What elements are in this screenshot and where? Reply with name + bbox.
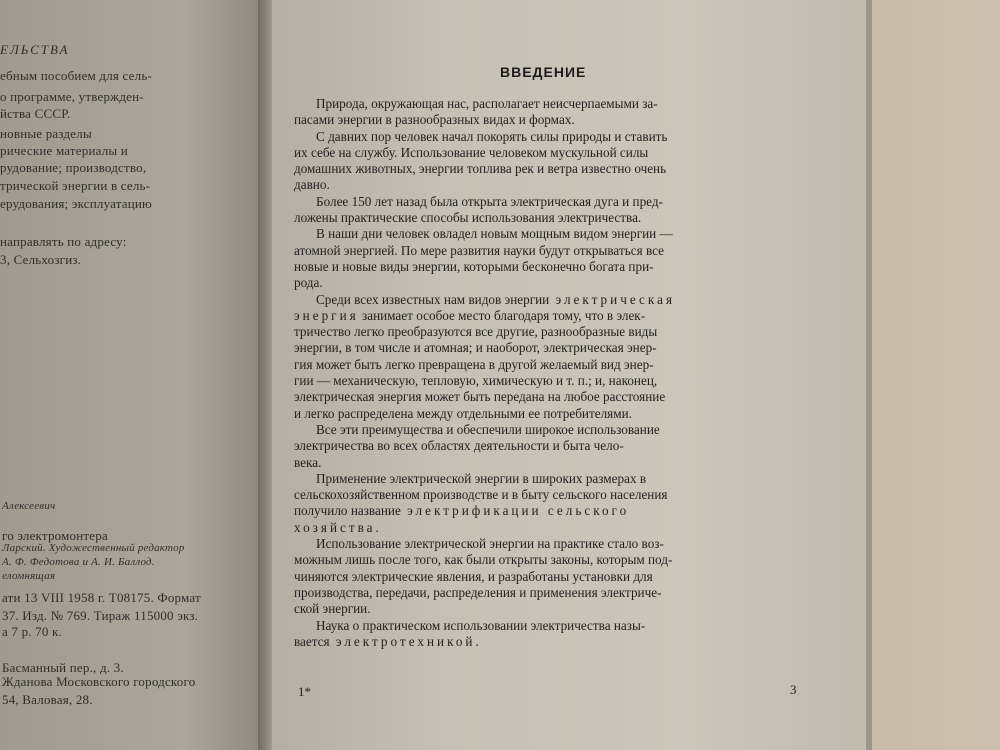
left-page-line: направлять по адресу:	[0, 234, 127, 249]
left-page-line: ати 13 VIII 1958 г. Т08175. Формат	[2, 590, 201, 605]
right-page	[272, 0, 868, 750]
text-line	[294, 177, 794, 193]
text-line	[294, 406, 794, 422]
text-line	[294, 438, 794, 454]
line-text: гия может быть легко превращена в другой желаемый вид энер-	[294, 356, 654, 372]
text-line	[294, 161, 794, 177]
emphasized-term: электрическая	[549, 291, 676, 307]
text-line	[294, 145, 794, 161]
text-line	[294, 357, 794, 373]
left-page-line: А. Ф. Федотова и А. И. Баллод.	[2, 556, 155, 568]
line-text: С давних пор человек начал покорять силы природы и ставить	[316, 128, 668, 144]
text-line	[294, 129, 794, 145]
left-page-line: еломнящая	[2, 570, 56, 582]
text-line	[294, 601, 794, 617]
line-text: ской энергии.	[294, 601, 371, 617]
line-text: новые и новые виды энергии, которыми бесконечно богата при-	[294, 258, 654, 274]
line-text: ложены практические способы использования электричества.	[294, 210, 642, 226]
left-page-line: ебным пособием для сель-	[0, 68, 152, 83]
text-line	[294, 455, 794, 471]
left-page-line: Басманный пер., д. 3.	[2, 660, 124, 675]
left-page-line: рудование; производство,	[0, 160, 147, 175]
signature-mark: 1*	[298, 684, 311, 699]
text-line	[294, 292, 794, 308]
left-page-line: а 7 р. 70 к.	[2, 624, 62, 639]
text-line	[294, 275, 794, 291]
text-line	[294, 471, 794, 487]
line-text: электричества во всех областях деятельности и быта чело-	[294, 438, 624, 454]
left-page-line: Ларский. Художественный редактор	[2, 542, 185, 554]
text-line	[294, 259, 794, 275]
text-line	[294, 194, 794, 210]
line-text: Среди всех известных нам видов энергии	[316, 291, 550, 307]
left-page-line: ЕЛЬСТВА	[0, 42, 70, 57]
emphasized-term: хозяйства	[294, 519, 376, 535]
line-text: вается	[294, 633, 330, 649]
line-text: чиняются электрические явления, и разработаны установки для	[294, 568, 653, 584]
left-page-line: новные разделы	[0, 126, 92, 141]
line-text: занимает особое место благодаря тому, что в элек-	[358, 307, 646, 323]
left-page-line: ерудования; эксплуатацию	[0, 196, 152, 211]
emphasized-term: энергия	[294, 307, 359, 323]
text-line	[294, 552, 794, 568]
left-page	[0, 0, 262, 750]
line-text: Наука о практическом использовании электричества назы-	[316, 617, 646, 633]
page-number: 3	[790, 682, 797, 697]
text-line	[294, 112, 794, 128]
line-text: века.	[294, 454, 322, 470]
text-line	[294, 585, 794, 601]
line-text: электрическая энергия может быть передана на любое расстояние	[294, 389, 666, 405]
text-line	[294, 324, 794, 340]
left-page-line: йства СССР.	[0, 106, 71, 121]
page-heading: ВВЕДЕНИЕ	[500, 64, 587, 80]
left-page-line: Алексеевич	[2, 500, 56, 512]
left-page-line: 37. Изд. № 769. Тираж 115000 экз.	[2, 608, 199, 623]
text-line	[294, 210, 794, 226]
left-page-line: о программе, утвержден-	[0, 89, 144, 104]
text-line	[294, 536, 794, 552]
page-edge	[866, 0, 872, 750]
text-line	[294, 226, 794, 242]
line-text: Более 150 лет назад была открыта электрическая дуга и пред-	[316, 193, 663, 209]
line-text: .	[375, 519, 379, 535]
line-text: энергии, в том числе и атомная; и наоборот, электрическая энер-	[294, 340, 657, 356]
text-line	[294, 340, 794, 356]
body-text	[294, 96, 794, 650]
line-text: и легко распределена между отдельными ее потребителями.	[294, 405, 632, 421]
line-text: получило название	[294, 503, 401, 519]
line-text: атомной энергией. По мере развития науки будут открываться все	[294, 242, 664, 258]
line-text: производства, передачи, распределения и применения электриче-	[294, 584, 662, 600]
line-text: рода.	[294, 275, 323, 291]
left-page-line: рические материалы и	[0, 143, 128, 158]
text-line	[294, 520, 794, 536]
line-text: Все эти преимущества и обеспечили широкое использование	[316, 421, 660, 437]
text-line	[294, 96, 794, 112]
text-line	[294, 389, 794, 405]
line-text: В наши дни человек овладел новым мощным видом энергии —	[316, 226, 673, 242]
left-page-line: трической энергии в сель-	[0, 178, 151, 193]
line-suffix: .	[475, 633, 479, 649]
line-text: давно.	[294, 177, 330, 193]
line-text: Природа, окружающая нас, располагает неисчерпаемыми за-	[316, 96, 658, 111]
emphasized-term: электротехникой	[329, 633, 476, 649]
line-text: сельскохозяйственном производстве и в быту сельского населения	[294, 487, 668, 503]
left-page-line: го электромонтера	[2, 528, 108, 543]
line-text: можным лишь после того, как были открыты законы, которым под-	[294, 552, 673, 568]
text-line	[294, 422, 794, 438]
left-page-line: 54, Валовая, 28.	[2, 692, 93, 707]
line-text: их себе на службу. Использование человеком мускульной силы	[294, 144, 649, 160]
line-text: домашних животных, энергии топлива рек и ветра известно очень	[294, 161, 667, 177]
emphasized-term: электрификации сельского	[400, 503, 630, 519]
text-line	[294, 618, 794, 634]
text-line	[294, 243, 794, 259]
text-line	[294, 373, 794, 389]
text-line	[294, 634, 794, 650]
text-line	[294, 487, 794, 503]
left-page-line: 3, Сельхозгиз.	[0, 252, 82, 267]
line-text: тричество легко преобразуются все другие, разнообразные виды	[294, 324, 658, 340]
line-text: гии — механическую, тепловую, химическую и т. п.; и, наконец,	[294, 373, 658, 389]
text-line	[294, 308, 794, 324]
text-line	[294, 503, 794, 519]
line-text: Применение электрической энергии в широких размерах в	[316, 470, 647, 486]
line-text: пасами энергии в разнообразных видах и формах.	[294, 112, 575, 128]
left-page-line: Жданова Московского городского	[2, 674, 196, 689]
text-line	[294, 569, 794, 585]
line-text: Использование электрической энергии на практике стало воз-	[316, 536, 664, 552]
